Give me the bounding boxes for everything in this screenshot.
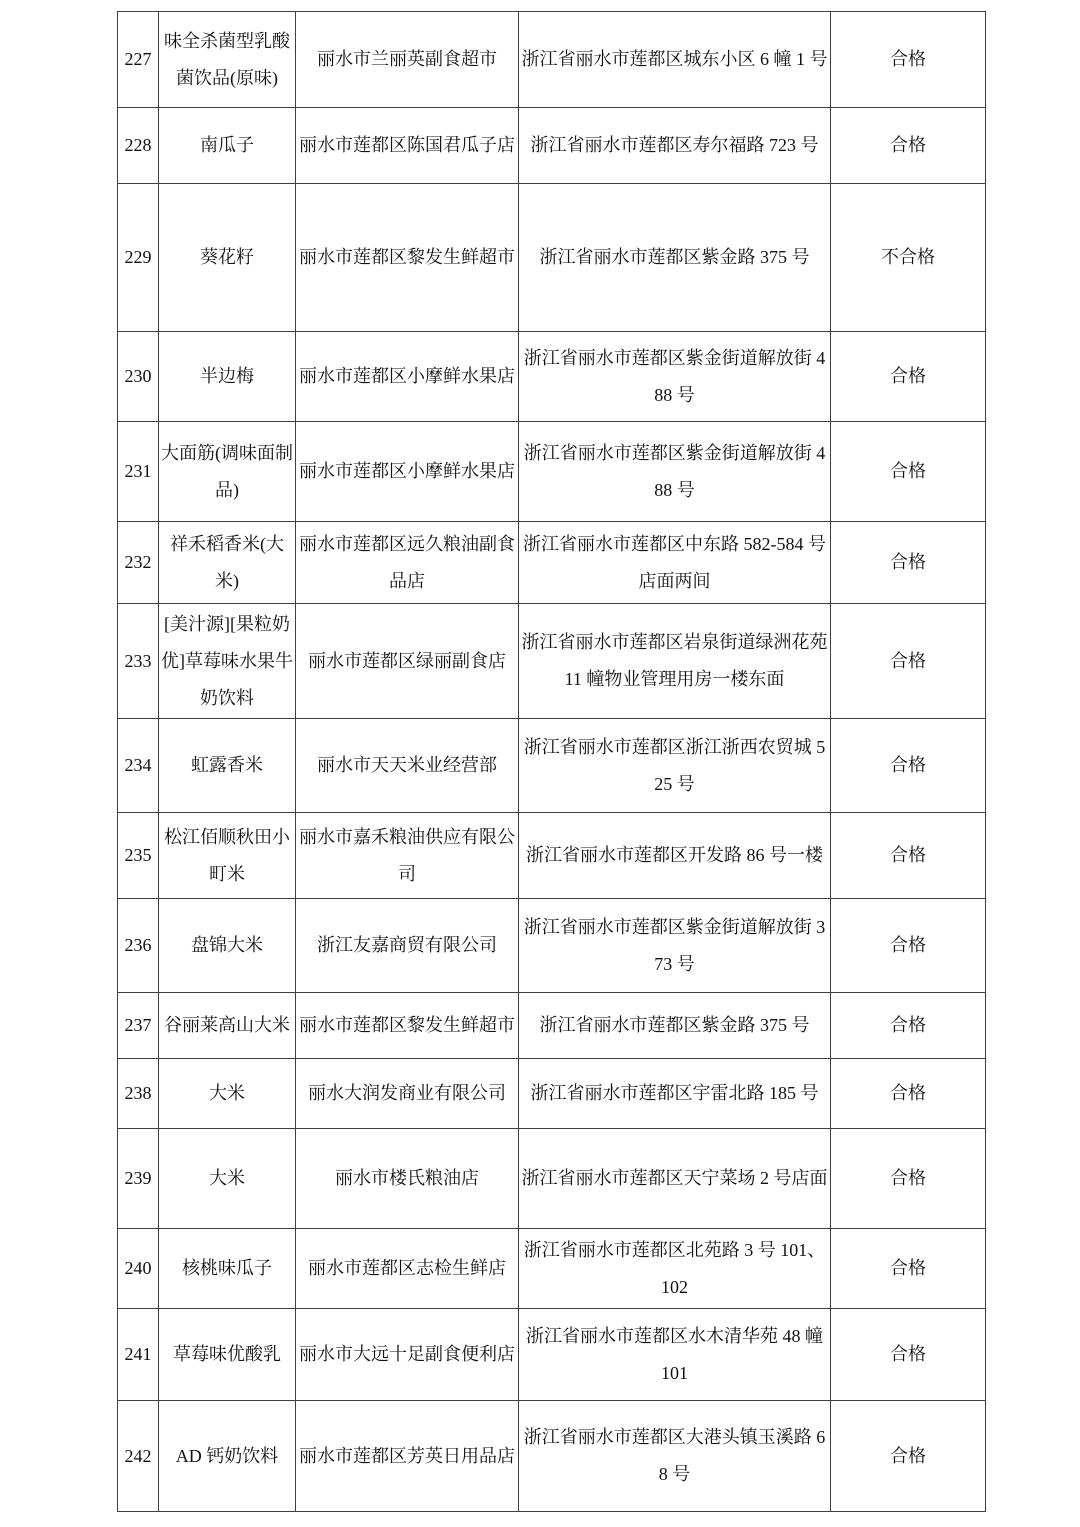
cell-seller-address: 浙江省丽水市莲都区岩泉街道绿洲花苑 11 幢物业管理用房一楼东面 [519,604,831,719]
cell-seller-address: 浙江省丽水市莲都区寿尔福路 723 号 [519,108,831,184]
cell-seller-address: 浙江省丽水市莲都区紫金路 375 号 [519,184,831,332]
cell-seller-address: 浙江省丽水市莲都区紫金街道解放街 373 号 [519,899,831,993]
table-row [118,1309,986,1401]
cell-product-name: 葵花籽 [159,184,296,332]
cell-serial-number: 239 [118,1129,159,1229]
cell-seller-address: 浙江省丽水市莲都区大港头镇玉溪路 68 号 [519,1401,831,1512]
table-row [118,108,986,184]
cell-inspection-result: 合格 [831,332,986,422]
table-row [118,184,986,332]
cell-seller-name: 丽水大润发商业有限公司 [296,1059,519,1129]
cell-product-name: [美汁源][果粒奶优]草莓味水果牛奶饮料 [159,604,296,719]
cell-seller-name: 丽水市莲都区黎发生鲜超市 [296,993,519,1059]
table-row [118,1229,986,1309]
cell-seller-name: 丽水市兰丽英副食超市 [296,12,519,108]
table-row [118,1129,986,1229]
table-row [118,332,986,422]
table-row [118,604,986,719]
cell-product-name: 大米 [159,1129,296,1229]
cell-serial-number: 235 [118,813,159,899]
cell-product-name: 松江佰顺秋田小町米 [159,813,296,899]
cell-seller-name: 丽水市楼氏粮油店 [296,1129,519,1229]
cell-product-name: 虹露香米 [159,719,296,813]
cell-product-name: 祥禾稻香米(大米) [159,522,296,604]
cell-seller-name: 丽水市莲都区远久粮油副食品店 [296,522,519,604]
cell-inspection-result: 不合格 [831,184,986,332]
cell-serial-number: 237 [118,993,159,1059]
cell-product-name: AD 钙奶饮料 [159,1401,296,1512]
table-row [118,899,986,993]
cell-inspection-result: 合格 [831,422,986,522]
table-row [118,719,986,813]
cell-inspection-result: 合格 [831,604,986,719]
cell-serial-number: 233 [118,604,159,719]
cell-inspection-result: 合格 [831,1401,986,1512]
cell-serial-number: 232 [118,522,159,604]
cell-inspection-result: 合格 [831,1309,986,1401]
cell-seller-address: 浙江省丽水市莲都区城东小区 6 幢 1 号 [519,12,831,108]
cell-serial-number: 234 [118,719,159,813]
cell-serial-number: 240 [118,1229,159,1309]
cell-product-name: 味全杀菌型乳酸菌饮品(原味) [159,12,296,108]
cell-seller-name: 丽水市莲都区黎发生鲜超市 [296,184,519,332]
cell-inspection-result: 合格 [831,899,986,993]
cell-inspection-result: 合格 [831,1229,986,1309]
cell-product-name: 草莓味优酸乳 [159,1309,296,1401]
cell-product-name: 大米 [159,1059,296,1129]
cell-serial-number: 236 [118,899,159,993]
cell-inspection-result: 合格 [831,12,986,108]
cell-seller-address: 浙江省丽水市莲都区水木清华苑 48 幢 101 [519,1309,831,1401]
cell-seller-address: 浙江省丽水市莲都区北苑路 3 号 101、102 [519,1229,831,1309]
cell-inspection-result: 合格 [831,1129,986,1229]
cell-product-name: 大面筋(调味面制品) [159,422,296,522]
cell-seller-address: 浙江省丽水市莲都区浙江浙西农贸城 525 号 [519,719,831,813]
cell-inspection-result: 合格 [831,993,986,1059]
cell-serial-number: 230 [118,332,159,422]
cell-seller-name: 丽水市莲都区小摩鲜水果店 [296,332,519,422]
cell-seller-address: 浙江省丽水市莲都区紫金路 375 号 [519,993,831,1059]
cell-product-name: 谷丽莱高山大米 [159,993,296,1059]
cell-serial-number: 228 [118,108,159,184]
cell-serial-number: 231 [118,422,159,522]
cell-product-name: 半边梅 [159,332,296,422]
cell-inspection-result: 合格 [831,813,986,899]
cell-serial-number: 229 [118,184,159,332]
table-row [118,522,986,604]
cell-seller-name: 丽水市天天米业经营部 [296,719,519,813]
cell-seller-address: 浙江省丽水市莲都区紫金街道解放街 488 号 [519,332,831,422]
cell-serial-number: 242 [118,1401,159,1512]
cell-seller-address: 浙江省丽水市莲都区天宁菜场 2 号店面 [519,1129,831,1229]
cell-seller-name: 浙江友嘉商贸有限公司 [296,899,519,993]
table-row [118,813,986,899]
table-row [118,1059,986,1129]
cell-inspection-result: 合格 [831,108,986,184]
cell-serial-number: 238 [118,1059,159,1129]
cell-product-name: 核桃味瓜子 [159,1229,296,1309]
cell-seller-address: 浙江省丽水市莲都区开发路 86 号一楼 [519,813,831,899]
cell-seller-address: 浙江省丽水市莲都区紫金街道解放街 488 号 [519,422,831,522]
cell-seller-name: 丽水市莲都区小摩鲜水果店 [296,422,519,522]
inspection-results-table [117,11,986,1512]
cell-serial-number: 241 [118,1309,159,1401]
cell-seller-name: 丽水市莲都区芳英日用品店 [296,1401,519,1512]
table-row [118,12,986,108]
cell-inspection-result: 合格 [831,1059,986,1129]
cell-seller-name: 丽水市嘉禾粮油供应有限公司 [296,813,519,899]
cell-serial-number: 227 [118,12,159,108]
cell-inspection-result: 合格 [831,719,986,813]
cell-seller-name: 丽水市大远十足副食便利店 [296,1309,519,1401]
table-row [118,993,986,1059]
cell-product-name: 盘锦大米 [159,899,296,993]
table-row [118,1401,986,1512]
cell-seller-name: 丽水市莲都区志检生鲜店 [296,1229,519,1309]
table-row [118,422,986,522]
cell-seller-name: 丽水市莲都区陈国君瓜子店 [296,108,519,184]
cell-inspection-result: 合格 [831,522,986,604]
cell-seller-name: 丽水市莲都区绿丽副食店 [296,604,519,719]
cell-seller-address: 浙江省丽水市莲都区中东路 582-584 号店面两间 [519,522,831,604]
cell-product-name: 南瓜子 [159,108,296,184]
cell-seller-address: 浙江省丽水市莲都区宇雷北路 185 号 [519,1059,831,1129]
